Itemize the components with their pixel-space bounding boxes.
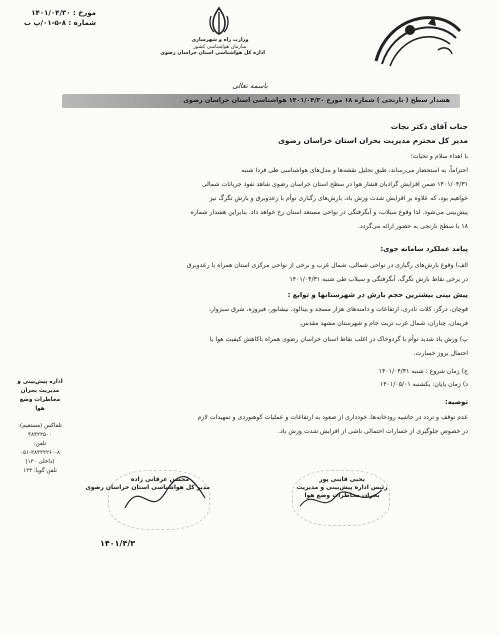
sidebar-line: ۳۸۴۲۲۵۰۰ [27, 432, 53, 438]
sidebar-line: اداره پیش‌بینی و [17, 379, 63, 385]
letter-meta [24, 8, 96, 28]
iran-emblem-icon [205, 6, 233, 36]
department-name: اداره کل هواشناسی استان خراسان رضوی [160, 50, 265, 56]
deputy-signature-icon [296, 470, 386, 526]
letter-number: شماره : ۸-۵-۰۱/پ ب [24, 19, 97, 27]
sidebar-line: ۰۵۱-۳۸۴۳۳۲۶۰-۸ [19, 450, 61, 456]
basmala: باسمه تعالی [232, 82, 268, 90]
sidebar-line: تلفن: [33, 441, 47, 447]
body-line: پیش‌بینی می‌شود. لذا وقوع سیلاب، و آبگرفتگی در نواحی مستعد استان رخ خواهد داد. بنابراین هشدار شماره [190, 209, 468, 216]
deputy-title: رئیس اداره پیش‌بینی و مدیریت [296, 484, 388, 491]
handwritten-date: ۱۴۰۱/۴/۳ [100, 539, 136, 548]
deputy-name: یحیی قاینی پور [319, 476, 365, 483]
recipient-name: جناب آقای دکتر نجات [390, 122, 468, 131]
greeting: با اهداء سلام و تحیات؛ [410, 153, 468, 160]
start-time: ج) زمان شروع : شنبه ۱۴۰۱/۰۴/۳۱ [378, 368, 468, 375]
sidebar-line: تلفن گویا: ۱۳۴ [23, 468, 57, 474]
end-time: د) زمان پایان: یکشنبه ۱۴۰۱/۰۵/۰۱ [379, 381, 468, 388]
contact-sidebar [12, 378, 68, 476]
deputy-title: بحران مخاطرات وضع هوا [304, 492, 380, 499]
sidebar-line: تلفاکس (مستقیم): [18, 423, 62, 429]
organization-name: سازمان هواشناسی کشور [193, 43, 247, 50]
letter-date: مورخ : ۱۴۰۱/۰۴/۳۰ [31, 9, 97, 17]
item-line: پ) وزش باد شدید توأم با گردوخاک در اغلب نقاط استان خراسان رضوی همراه باکاهش کیفیت هوا یا [209, 336, 468, 343]
director-signature-icon [120, 468, 210, 528]
item-line: در برخی نقاط بارش تگرگ، آبگرفتگی و سیلاب طی شنبه ۱۴۰۱/۰۴/۳۱ [289, 276, 468, 283]
meteorology-logo-icon [368, 6, 468, 76]
ministry-name: وزارت راه و شهرسازی [191, 37, 249, 43]
subject-line: هشدار سطح ( نارنجی ) شماره ۱۸ مورخ ۱۴۰۱/۰۴/۳۰ هواشناسی استان خراسان رضوی [183, 97, 450, 104]
agency-block [160, 37, 265, 57]
section-title: پیامد عملکرد سامانه جوی: [380, 245, 468, 253]
recipient-title: مدیر کل محترم مدیریت بحران استان خراسان رضوی [278, 136, 468, 145]
body-line: ۱۸ با سطح نارنجی به حضور ارائه می‌گردد. [358, 223, 468, 230]
director-title: مدیر کل هواشناسی استان خراسان رضوی [85, 484, 210, 491]
body-line: خواهیم بود، که علاوه بر افزایش شدت وزش باد، بارش‌های رگباری توأم با رعدوبرق و بارش تگرگ نیز [209, 195, 468, 202]
item-line: احتمال بروز خسارت. [413, 350, 468, 357]
sidebar-line: مدیریت بحران [20, 388, 60, 394]
forecast-heading: پیش بینی بیشترین حجم بارش در شهرستانها و توابع : [287, 291, 468, 299]
sidebar-line: مخاطرات وضع [19, 397, 61, 403]
body-line: احتراماً، به استحضار می‌رساند، طبق تحلیل نقشه‌ها و مدل‌های هواشناسی طی فردا شنبه [241, 167, 468, 174]
item-line: الف) وقوع بارش‌های رگباری در نواحی شمالی، شمال غرب و برخی از نواحی مرکزی استان همراه با رعدوبرق [186, 262, 468, 269]
note-line: در خصوص جلوگیری از خسارات احتمالی ناشی از افزایش شدت وزش باد. [278, 428, 468, 435]
body-line: ۱۴۰۱/۰۴/۳۱ ضمن افزایش گرادیان فشار هوا در سطح استان خراسان رضوی شاهد نفوذ جریانات شمالی [201, 181, 468, 188]
sidebar-line: (داخلی ۱۳۰) [25, 459, 55, 465]
cities-line: فریمان، چناران، شمال غرب تربت جام و شهرستان مشهد مقدس. [299, 320, 468, 327]
cities-line: قوچان، درگز، کلات نادری، ارتفاعات و دامنه‌های هزار مسجد و بینالود، نیشابور، فیروزه، شرق سبزوار، [208, 306, 468, 313]
note-title: توصیه: [445, 398, 468, 406]
director-name: محسن عرفانی زاده [130, 476, 190, 483]
note-line: عدم توقف و تردد در حاشیه رودخانه‌ها، خودداری از صعود به ارتفاعات و عملیات کوهنوردی و تمهیدات لازم [197, 414, 468, 421]
sidebar-line: هوا [35, 406, 45, 412]
